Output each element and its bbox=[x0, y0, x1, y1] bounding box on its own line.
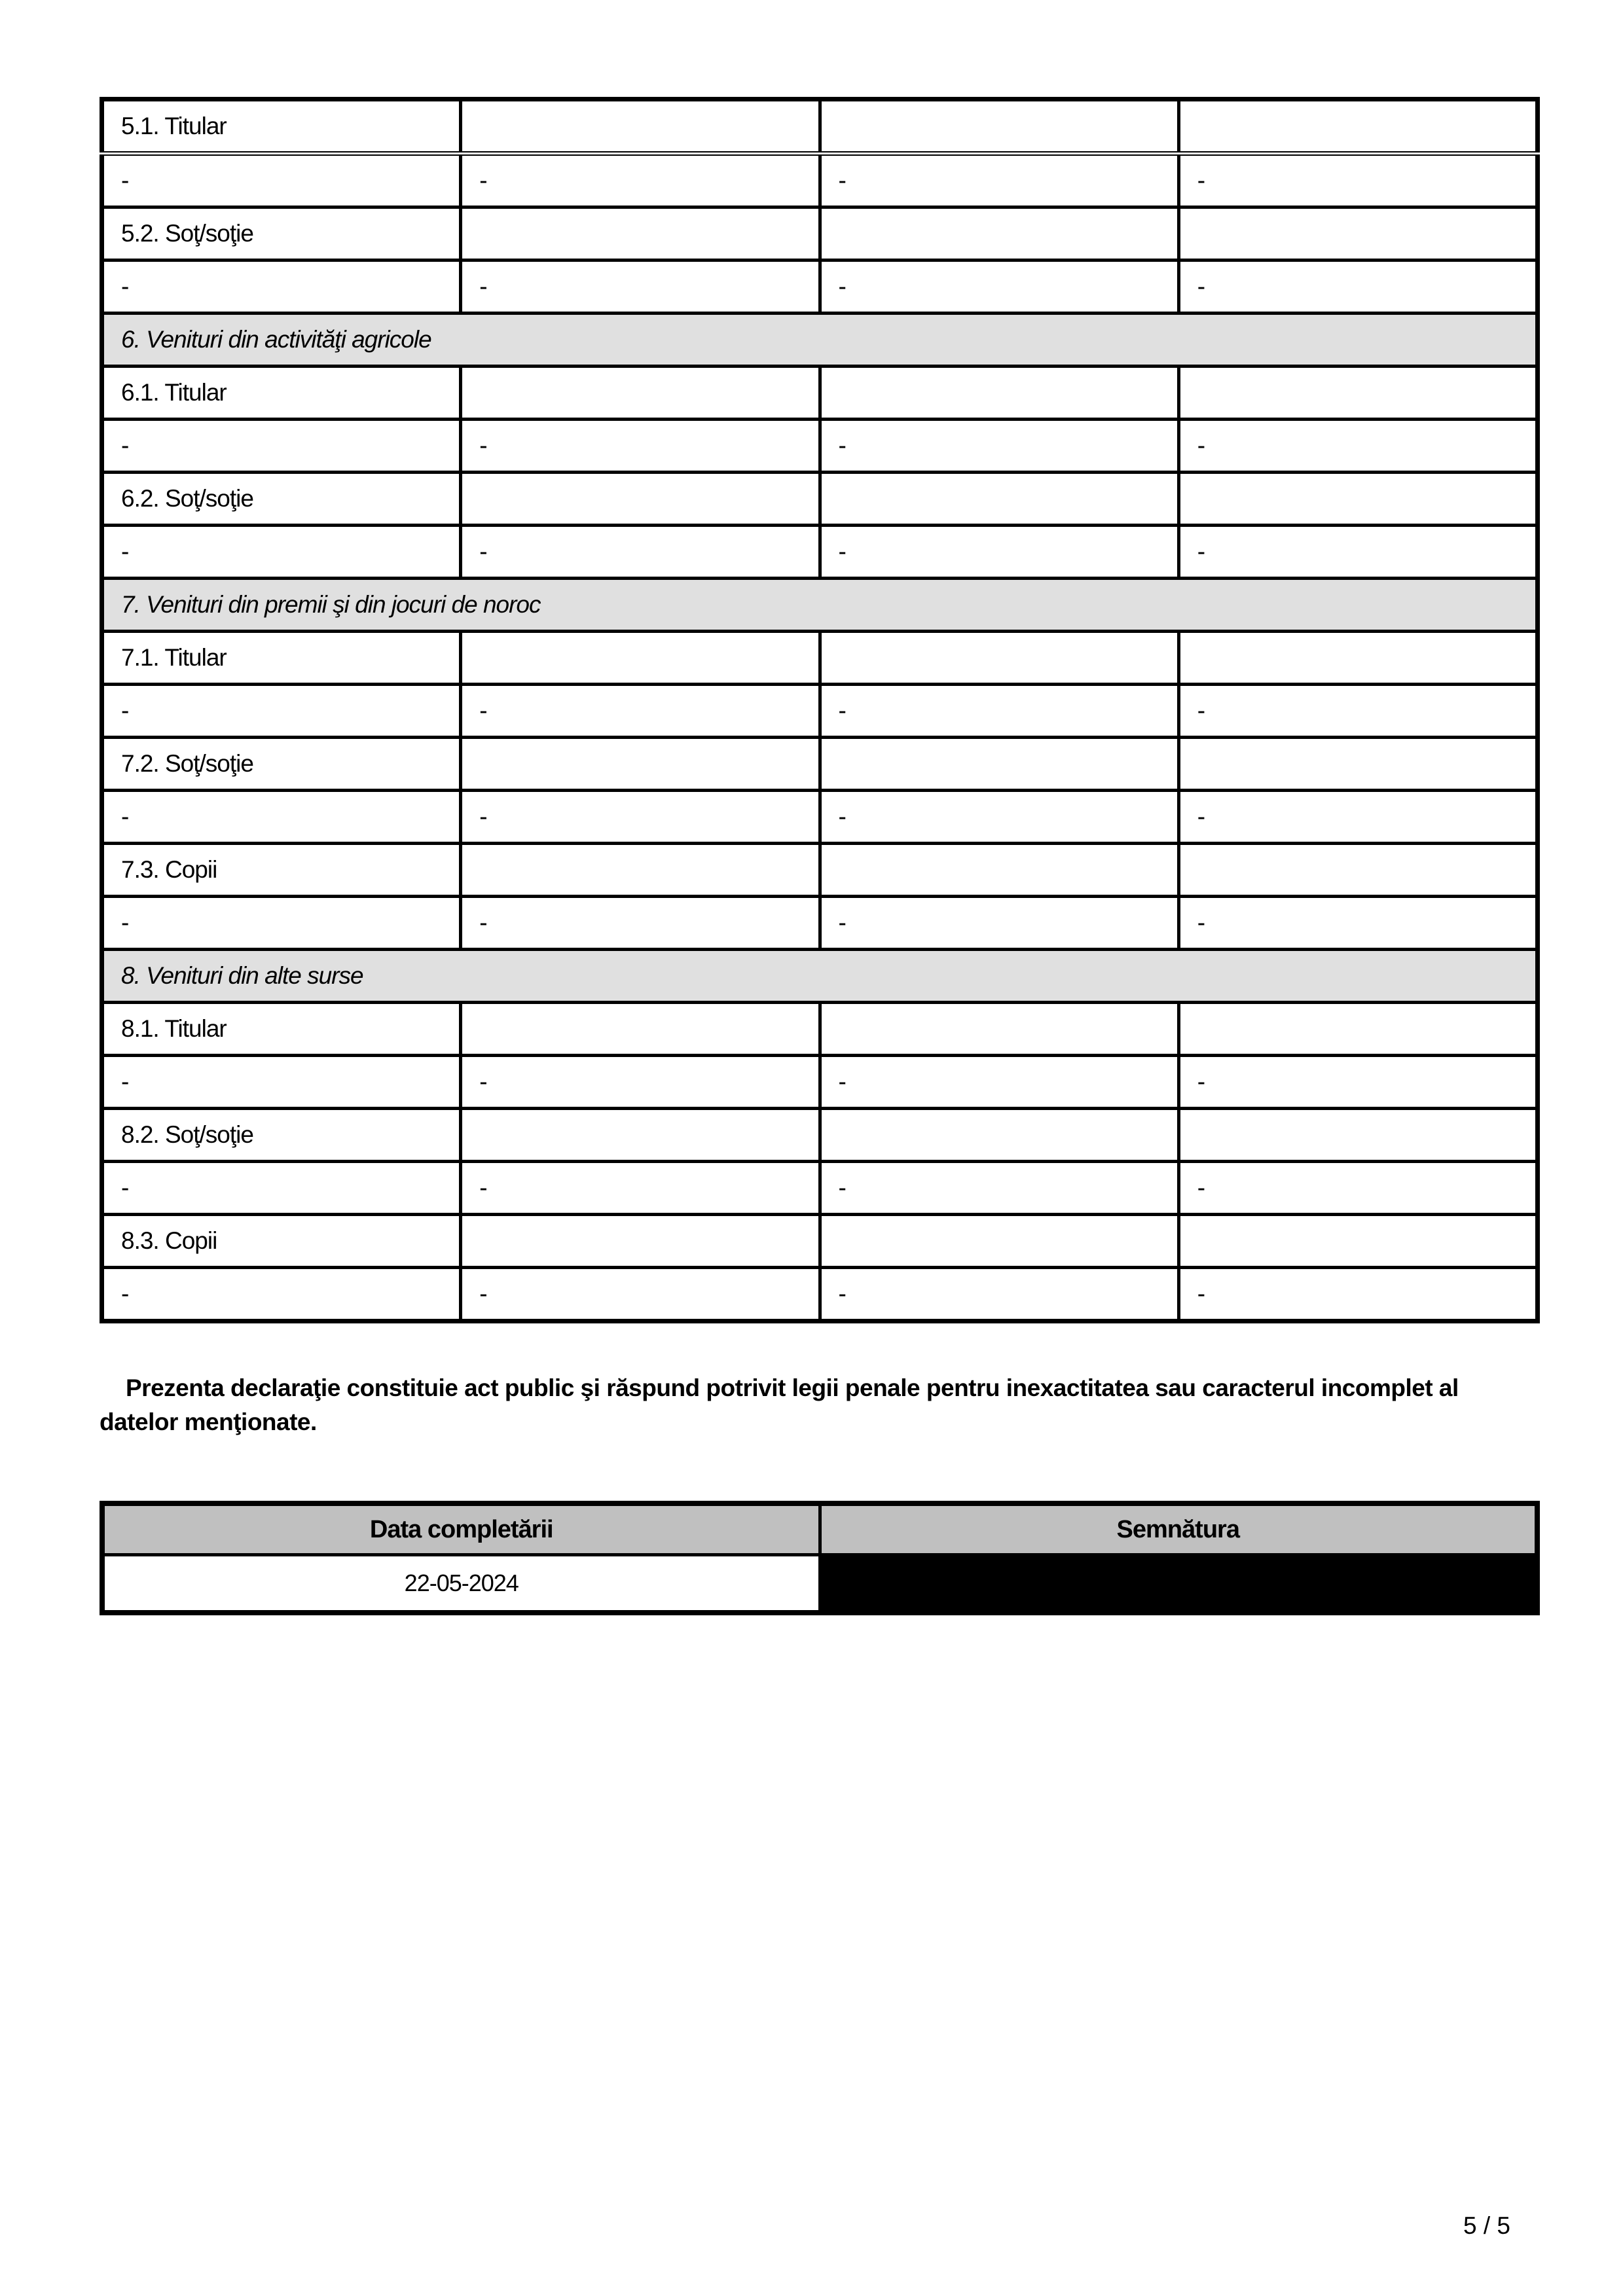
empty-value-cell bbox=[461, 844, 820, 897]
value-cell: - bbox=[820, 1056, 1178, 1109]
value-cell: - bbox=[102, 685, 461, 738]
income-row-label bbox=[102, 1215, 1538, 1268]
income-row-label bbox=[102, 1109, 1538, 1162]
completion-date-cell: 22-05-2024 bbox=[102, 1555, 820, 1613]
value-cell: - bbox=[1178, 154, 1537, 207]
section-header-cell: 8. Venituri din alte surse bbox=[102, 950, 1538, 1003]
date-column-header: Data completării bbox=[102, 1503, 820, 1555]
value-cell: - bbox=[102, 260, 461, 314]
value-cell: - bbox=[461, 897, 820, 950]
empty-value-cell bbox=[820, 367, 1178, 420]
empty-value-cell bbox=[461, 207, 820, 260]
income-row-data bbox=[102, 154, 1538, 207]
income-row-data bbox=[102, 1268, 1538, 1321]
value-cell: - bbox=[461, 526, 820, 579]
income-row-section bbox=[102, 314, 1538, 367]
empty-value-cell bbox=[1178, 207, 1537, 260]
empty-value-cell bbox=[1178, 367, 1537, 420]
income-row-section bbox=[102, 950, 1538, 1003]
declaration-statement: Prezenta declaraţie constituie act public şi răspund potrivit legii penale pentru inexactitatea sau caracterul incomplet al datelor menţionate. bbox=[100, 1374, 1459, 1435]
empty-value-cell bbox=[1178, 738, 1537, 791]
empty-value-cell bbox=[1178, 1215, 1537, 1268]
empty-value-cell bbox=[461, 1003, 820, 1056]
income-row-data bbox=[102, 1162, 1538, 1215]
value-cell: - bbox=[820, 897, 1178, 950]
empty-value-cell bbox=[1178, 473, 1537, 526]
empty-value-cell bbox=[1178, 844, 1537, 897]
value-cell: - bbox=[820, 1162, 1178, 1215]
empty-value-cell bbox=[1178, 99, 1537, 154]
row-label-cell: 8.3. Copii bbox=[102, 1215, 461, 1268]
income-table-body bbox=[102, 99, 1538, 1321]
value-cell: - bbox=[461, 420, 820, 473]
value-cell: - bbox=[1178, 1056, 1537, 1109]
value-cell: - bbox=[461, 1162, 820, 1215]
section-header-cell: 7. Venituri din premii şi din jocuri de noroc bbox=[102, 579, 1538, 632]
income-row-label bbox=[102, 738, 1538, 791]
empty-value-cell bbox=[820, 207, 1178, 260]
value-cell: - bbox=[820, 526, 1178, 579]
income-row-label bbox=[102, 473, 1538, 526]
signature-column-header: Semnătura bbox=[820, 1503, 1537, 1555]
empty-value-cell bbox=[461, 1215, 820, 1268]
income-row-label bbox=[102, 844, 1538, 897]
signature-table bbox=[100, 1501, 1540, 1615]
row-label-cell: 7.2. Soţ/soţie bbox=[102, 738, 461, 791]
value-cell: - bbox=[1178, 1162, 1537, 1215]
value-cell: - bbox=[1178, 1268, 1537, 1321]
income-row-data bbox=[102, 260, 1538, 314]
empty-value-cell bbox=[1178, 632, 1537, 685]
income-row-section bbox=[102, 579, 1538, 632]
value-cell: - bbox=[461, 1268, 820, 1321]
income-row-data bbox=[102, 685, 1538, 738]
income-row-data bbox=[102, 791, 1538, 844]
income-row-label bbox=[102, 632, 1538, 685]
empty-value-cell bbox=[461, 1109, 820, 1162]
empty-value-cell bbox=[461, 738, 820, 791]
row-label-cell: 5.2. Soţ/soţie bbox=[102, 207, 461, 260]
empty-value-cell bbox=[820, 844, 1178, 897]
value-cell: - bbox=[1178, 897, 1537, 950]
value-cell: - bbox=[461, 1056, 820, 1109]
empty-value-cell bbox=[820, 632, 1178, 685]
income-row-label bbox=[102, 99, 1538, 154]
value-cell: - bbox=[102, 154, 461, 207]
empty-value-cell bbox=[461, 632, 820, 685]
value-cell: - bbox=[820, 420, 1178, 473]
value-cell: - bbox=[102, 420, 461, 473]
signature-header-row bbox=[102, 1503, 1537, 1555]
empty-value-cell bbox=[820, 1003, 1178, 1056]
value-cell: - bbox=[1178, 791, 1537, 844]
value-cell: - bbox=[102, 791, 461, 844]
income-row-label bbox=[102, 1003, 1538, 1056]
empty-value-cell bbox=[820, 1215, 1178, 1268]
value-cell: - bbox=[461, 791, 820, 844]
value-cell: - bbox=[102, 1056, 461, 1109]
signature-redacted-cell bbox=[820, 1555, 1537, 1613]
empty-value-cell bbox=[820, 99, 1178, 154]
empty-value-cell bbox=[461, 473, 820, 526]
row-label-cell: 7.3. Copii bbox=[102, 844, 461, 897]
page-number: 5 / 5 bbox=[1463, 2212, 1510, 2239]
income-row-label bbox=[102, 207, 1538, 260]
value-cell: - bbox=[461, 260, 820, 314]
signature-value-row bbox=[102, 1555, 1537, 1613]
value-cell: - bbox=[820, 154, 1178, 207]
section-header-cell: 6. Venituri din activităţi agricole bbox=[102, 314, 1538, 367]
value-cell: - bbox=[102, 526, 461, 579]
signature-table-body bbox=[102, 1555, 1537, 1613]
signature-table-head bbox=[102, 1503, 1537, 1555]
value-cell: - bbox=[102, 1162, 461, 1215]
value-cell: - bbox=[102, 897, 461, 950]
value-cell: - bbox=[820, 260, 1178, 314]
empty-value-cell bbox=[461, 99, 820, 154]
value-cell: - bbox=[461, 685, 820, 738]
income-row-data bbox=[102, 420, 1538, 473]
value-cell: - bbox=[102, 1268, 461, 1321]
row-label-cell: 6.1. Titular bbox=[102, 367, 461, 420]
row-label-cell: 6.2. Soţ/soţie bbox=[102, 473, 461, 526]
row-label-cell: 8.2. Soţ/soţie bbox=[102, 1109, 461, 1162]
value-cell: - bbox=[820, 1268, 1178, 1321]
value-cell: - bbox=[820, 791, 1178, 844]
row-label-cell: 8.1. Titular bbox=[102, 1003, 461, 1056]
empty-value-cell bbox=[1178, 1109, 1537, 1162]
row-label-cell: 5.1. Titular bbox=[102, 99, 461, 154]
value-cell: - bbox=[820, 685, 1178, 738]
empty-value-cell bbox=[820, 738, 1178, 791]
empty-value-cell bbox=[820, 1109, 1178, 1162]
value-cell: - bbox=[1178, 685, 1537, 738]
income-row-data bbox=[102, 526, 1538, 579]
value-cell: - bbox=[1178, 260, 1537, 314]
income-table bbox=[100, 97, 1540, 1323]
income-row-label bbox=[102, 367, 1538, 420]
value-cell: - bbox=[1178, 526, 1537, 579]
income-row-data bbox=[102, 897, 1538, 950]
empty-value-cell bbox=[820, 473, 1178, 526]
value-cell: - bbox=[461, 154, 820, 207]
row-label-cell: 7.1. Titular bbox=[102, 632, 461, 685]
empty-value-cell bbox=[461, 367, 820, 420]
income-row-data bbox=[102, 1056, 1538, 1109]
empty-value-cell bbox=[1178, 1003, 1537, 1056]
value-cell: - bbox=[1178, 420, 1537, 473]
